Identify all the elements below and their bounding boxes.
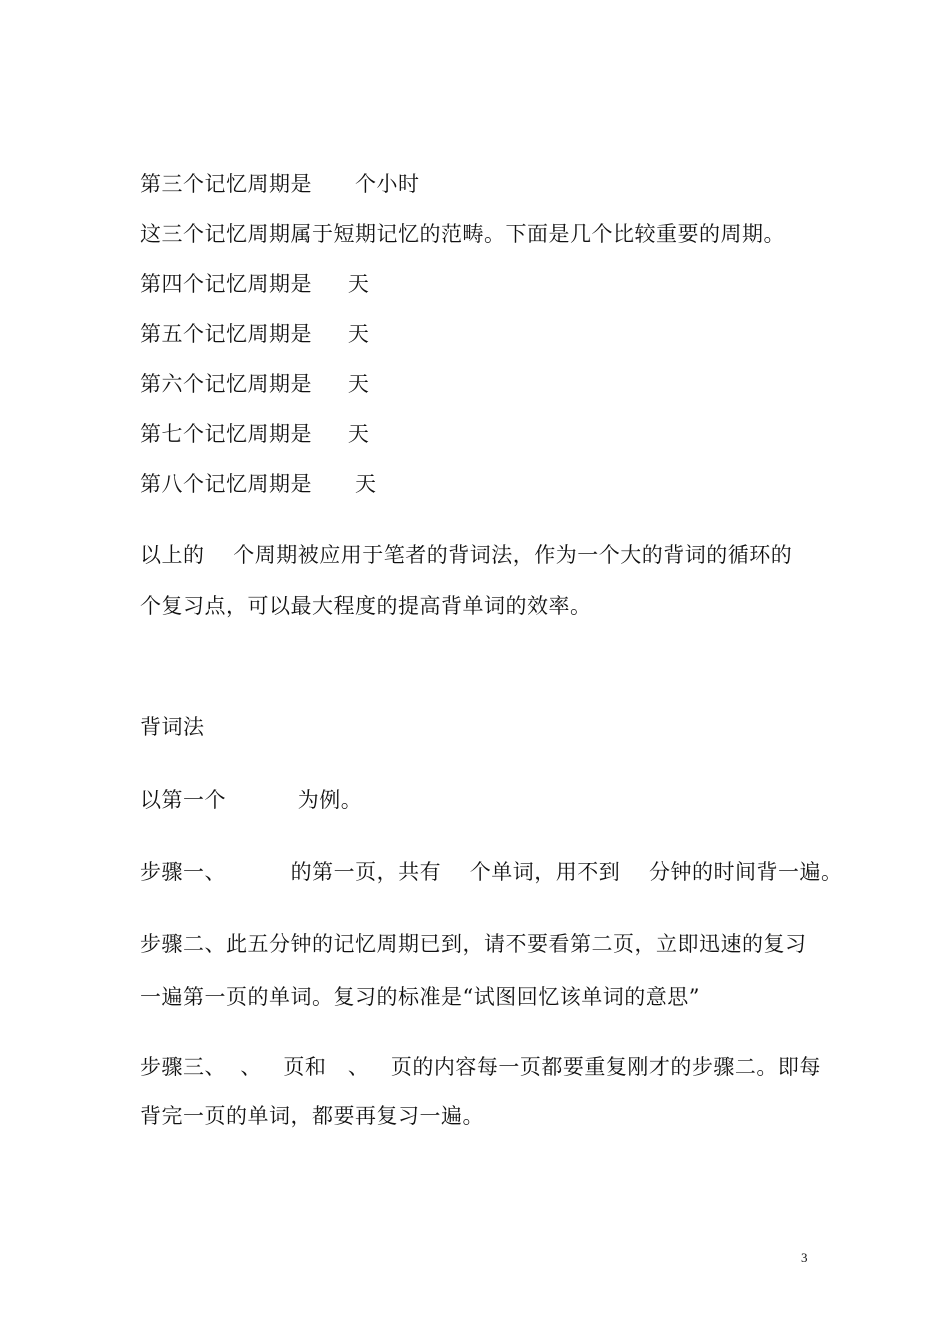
text-line: 步骤一、 的第一页，共有 个单词，用不到 分钟的时间背一遍。 xyxy=(140,860,843,884)
text-line: 第四个记忆周期是 天 xyxy=(140,272,370,296)
section-heading: 背词法 xyxy=(140,715,205,739)
page-number: 3 xyxy=(801,1250,808,1265)
text-line: 一遍第一页的单词。复习的标准是“试图回忆该单词的意思” xyxy=(140,985,700,1009)
text-line: 步骤二、此五分钟的记忆周期已到，请不要看第二页，立即迅速的复习 xyxy=(140,932,807,956)
text-line: 以上的 个周期被应用于笔者的背词法，作为一个大的背词的循环的 xyxy=(140,543,793,567)
text-line: 步骤三、 、 页和 、 页的内容每一页都要重复刚才的步骤二。即每 xyxy=(140,1055,821,1079)
text-line: 个复习点，可以最大程度的提高背单词的效率。 xyxy=(140,594,592,618)
text-line: 第五个记忆周期是 天 xyxy=(140,322,370,346)
text-line: 以第一个 为例。 xyxy=(140,788,363,812)
text-line: 第八个记忆周期是 天 xyxy=(140,472,377,496)
text-line: 第六个记忆周期是 天 xyxy=(140,372,370,396)
text-line: 第七个记忆周期是 天 xyxy=(140,422,370,446)
text-line: 背完一页的单词，都要再复习一遍。 xyxy=(140,1104,484,1128)
text-line: 这三个记忆周期属于短期记忆的范畴。下面是几个比较重要的周期。 xyxy=(140,222,785,246)
text-line: 第三个记忆周期是 个小时 xyxy=(140,172,420,196)
